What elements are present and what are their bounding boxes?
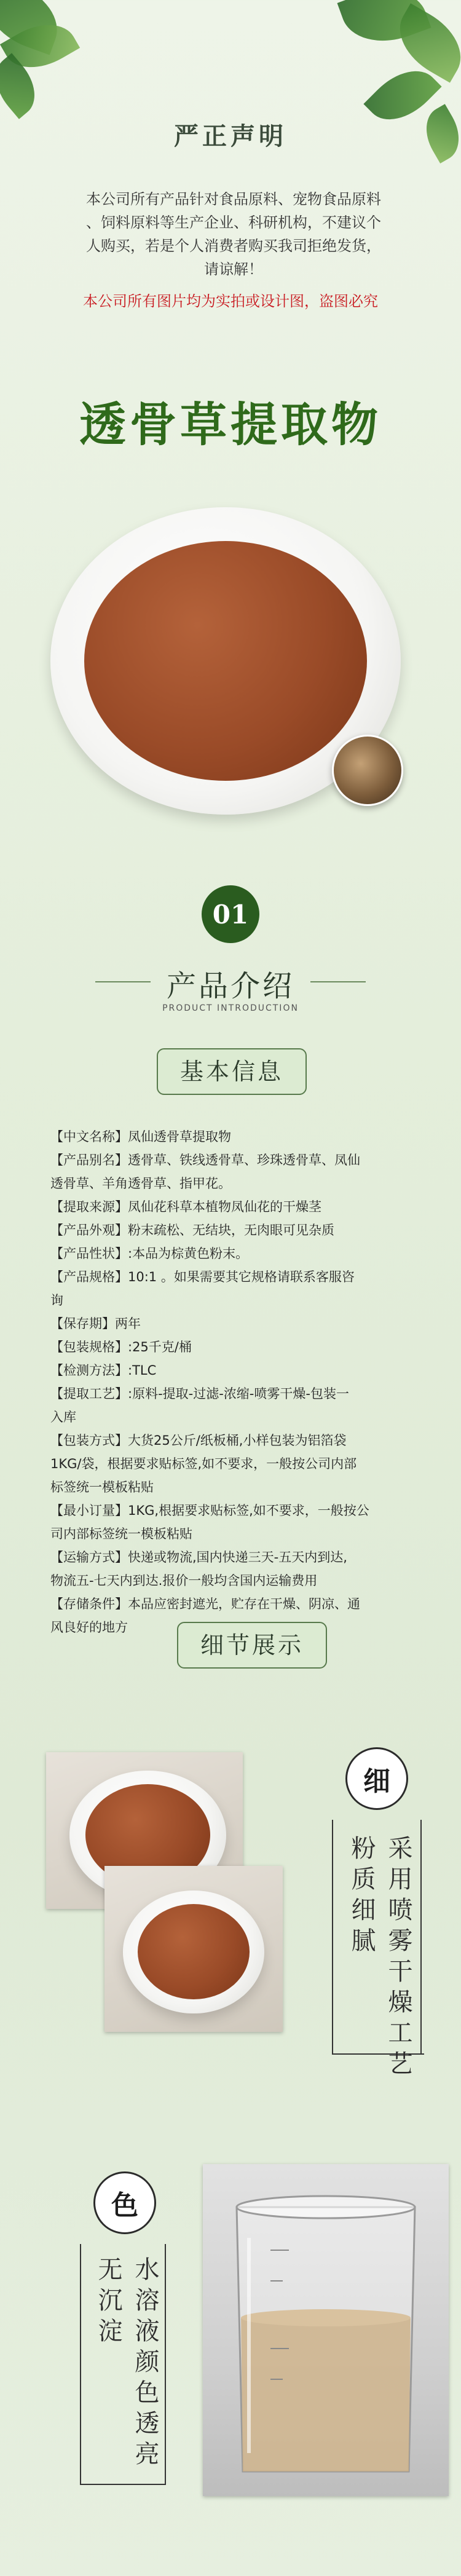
section-title: 产品介绍	[166, 969, 294, 1003]
declaration-title: 严正声明	[174, 122, 287, 151]
powder	[138, 1904, 250, 1999]
info-line: 【产品别名】透骨草、铁线透骨草、珍珠透骨草、凤仙	[50, 1153, 360, 1167]
info-line: 【产品性状】:本品为棕黄色粉末。	[50, 1246, 249, 1261]
beaker-icon	[203, 2164, 449, 2496]
info-line: 【存储条件】本品应密封遮光，贮存在干燥、阴凉、通	[50, 1597, 360, 1611]
declaration-line: 本公司所有产品针对食品原料、宠物食品原料	[86, 191, 381, 208]
detail-divider	[420, 1820, 422, 2053]
powder	[84, 541, 367, 781]
info-line: 【中文名称】凤仙透骨草提取物	[50, 1129, 231, 1144]
detail-feature-text: 水溶液颜色透亮	[131, 2256, 159, 2471]
bowl	[123, 1891, 264, 2013]
detail-label: 细节展示	[177, 1622, 327, 1669]
info-line: 【包装规格】:25千克/桶	[50, 1340, 192, 1354]
detail-divider	[165, 2244, 166, 2484]
info-line: 【产品外观】粉末疏松、无结块，无肉眼可见杂质	[50, 1223, 334, 1238]
section-subtitle: PRODUCT INTRODUCTION	[162, 1003, 299, 1013]
detail-char-badge: 细	[345, 1747, 408, 1810]
product-title: 透骨草提取物	[79, 397, 382, 452]
info-line: 【提取工艺】:原料-提取-过滤-浓缩-喷雾干燥-包装一	[50, 1386, 349, 1401]
detail-divider	[80, 2244, 81, 2484]
info-line: 透骨草、羊角透骨草、指甲花。	[50, 1176, 231, 1191]
info-line: 询	[50, 1293, 63, 1308]
detail-feature-text: 无沉淀	[94, 2256, 122, 2349]
info-line: 物流五-七天内到达.报价一般均含国内运输费用	[50, 1573, 318, 1588]
basic-info-label: 基本信息	[157, 1048, 307, 1095]
info-line: 【提取来源】凤仙花科草本植物凤仙花的干燥茎	[50, 1199, 321, 1214]
info-line: 【包装方式】大货25公斤/纸板桶,小样包装为铝箔袋	[50, 1433, 347, 1448]
info-line: 标签统一模板粘贴	[50, 1480, 154, 1495]
detail-char-badge: 色	[93, 2171, 156, 2234]
detail-feature-text: 粉质细腻	[347, 1835, 376, 1958]
declaration-line: 人购买，若是个人消费者购买我司拒绝发货，	[86, 237, 381, 255]
declaration-line: 、饲料原料等生产企业、科研机构，不建议个	[86, 214, 381, 231]
info-line: 入库	[50, 1410, 76, 1424]
info-line: 【最小订量】1KG,根据要求贴标签,如不要求，一般按公	[50, 1503, 369, 1518]
section-number-badge: 01	[202, 885, 259, 943]
declaration-warning: 本公司所有图片均为实拍或设计图，盗图必究	[83, 293, 378, 310]
info-line: 【运输方式】快递或物流,国内快递三天-五天内到达,	[50, 1550, 347, 1565]
info-line: 1KG/袋，根据要求贴标签,如不要求，一般按公司内部	[50, 1456, 357, 1471]
herb-thumbnail-image	[332, 735, 403, 806]
declaration-body	[61, 188, 406, 281]
detail-photo-powder-2	[104, 1866, 283, 2032]
detail-feature-text: 采用喷雾干燥工艺	[384, 1835, 412, 2081]
info-line: 【保存期】两年	[50, 1316, 141, 1331]
detail-divider	[80, 2484, 166, 2485]
info-line: 风良好的地方	[50, 1620, 128, 1635]
declaration-line: 请谅解！	[204, 261, 263, 278]
product-info-list	[50, 1125, 419, 1639]
detail-divider	[332, 1820, 333, 2053]
info-line: 【产品规格】10:1 。如果需要其它规格请联系客服咨	[50, 1270, 355, 1284]
beaker-solution-photo	[203, 2164, 449, 2496]
info-line: 司内部标签统一模板粘贴	[50, 1527, 192, 1541]
info-line: 【检测方法】:TLC	[50, 1363, 157, 1378]
